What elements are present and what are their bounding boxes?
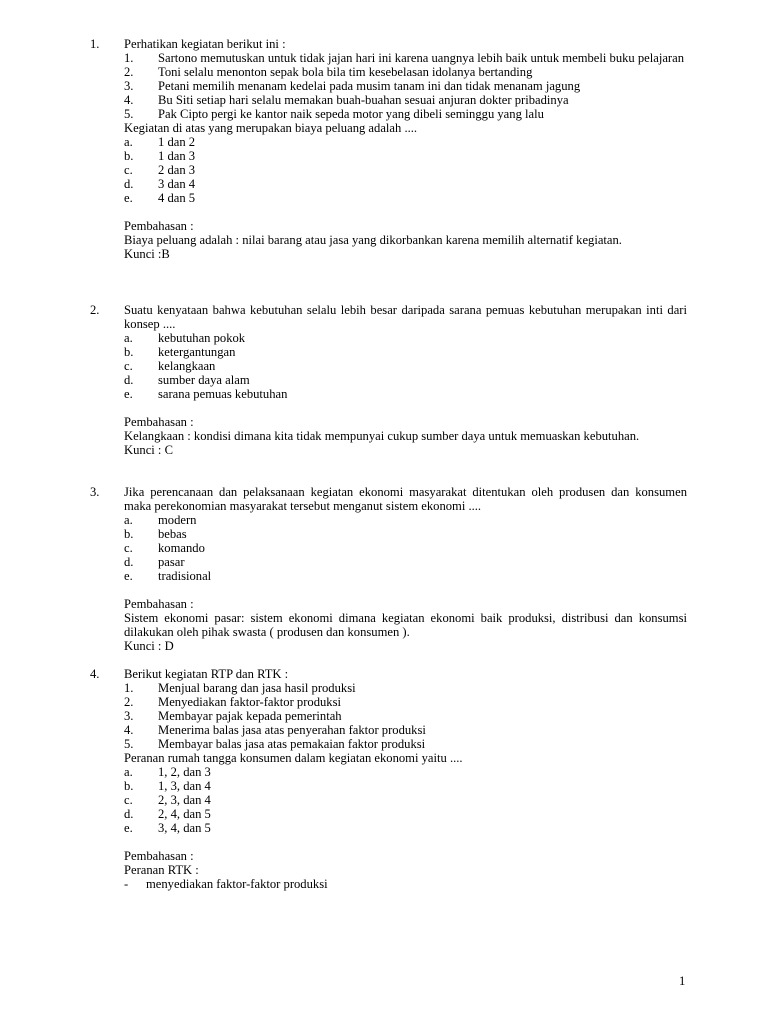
option-text: ketergantungan bbox=[158, 345, 236, 359]
option-label: e. bbox=[124, 569, 133, 583]
statement-text: Membayar balas jasa atas pemakaian faktor produksi bbox=[158, 737, 426, 751]
option-text: 1 dan 2 bbox=[158, 135, 196, 149]
option-text: komando bbox=[158, 541, 205, 555]
question-number: 3. bbox=[90, 485, 100, 499]
statement-text: Menerima balas jasa atas penyerahan faktor produksi bbox=[158, 723, 426, 737]
option-item bbox=[124, 135, 687, 149]
answer-key: Kunci :B bbox=[124, 247, 170, 261]
option-label: d. bbox=[124, 373, 134, 387]
statement-label: 4. bbox=[124, 93, 134, 107]
option-text: 4 dan 5 bbox=[158, 191, 196, 205]
option-item bbox=[124, 359, 687, 373]
discussion-heading: Pembahasan : bbox=[124, 597, 194, 611]
option-item bbox=[124, 149, 687, 163]
option-label: d. bbox=[124, 555, 134, 569]
statement-text: Membayar pajak kepada pemerintah bbox=[158, 709, 342, 723]
statement-item bbox=[124, 79, 687, 93]
statement-text: Menyediakan faktor-faktor produksi bbox=[158, 695, 341, 709]
statement-item bbox=[124, 51, 687, 65]
statement-text: Menjual barang dan jasa hasil produksi bbox=[158, 681, 356, 695]
option-text: tradisional bbox=[158, 569, 212, 583]
option-label: a. bbox=[124, 765, 133, 779]
statement-item bbox=[124, 709, 687, 723]
discussion-text: Biaya peluang adalah : nilai barang atau jasa yang dikorbankan karena memilih alternatif kegiatan. bbox=[124, 233, 622, 247]
statement-item bbox=[124, 737, 687, 751]
option-item bbox=[124, 191, 687, 205]
statement-item bbox=[124, 107, 687, 121]
option-text: 2, 4, dan 5 bbox=[158, 807, 211, 821]
discussion-heading: Pembahasan : bbox=[124, 219, 194, 233]
option-text: kelangkaan bbox=[158, 359, 216, 373]
option-label: b. bbox=[124, 779, 134, 793]
bullet-dash: - bbox=[124, 877, 129, 891]
option-text: 3 dan 4 bbox=[158, 177, 196, 191]
option-item bbox=[124, 765, 687, 779]
option-text: bebas bbox=[158, 527, 187, 541]
statement-label: 5. bbox=[124, 107, 134, 121]
option-text: sarana pemuas kebutuhan bbox=[158, 387, 288, 401]
question-intro: Berikut kegiatan RTP dan RTK : bbox=[124, 667, 289, 681]
option-item bbox=[124, 177, 687, 191]
question-number: 1. bbox=[90, 37, 100, 51]
option-label: e. bbox=[124, 821, 133, 835]
question-number: 2. bbox=[90, 303, 100, 317]
statement-label: 1. bbox=[124, 51, 134, 65]
statement-label: 4. bbox=[124, 723, 134, 737]
question-prompt: Peranan rumah tangga konsumen dalam kegiatan ekonomi yaitu .... bbox=[124, 751, 463, 765]
option-label: d. bbox=[124, 177, 134, 191]
option-label: b. bbox=[124, 149, 134, 163]
statement-label: 5. bbox=[124, 737, 134, 751]
discussion-heading: Pembahasan : bbox=[124, 415, 194, 429]
option-label: e. bbox=[124, 387, 133, 401]
answer-key: Kunci : D bbox=[124, 639, 174, 653]
option-item bbox=[124, 569, 687, 583]
option-item bbox=[124, 163, 687, 177]
question-intro: Perhatikan kegiatan berikut ini : bbox=[124, 37, 286, 51]
statement-item bbox=[124, 681, 687, 695]
discussion-heading: Pembahasan : bbox=[124, 849, 194, 863]
option-text: 1, 3, dan 4 bbox=[158, 779, 211, 793]
discussion-text: Kelangkaan : kondisi dimana kita tidak mempunyai cukup sumber daya untuk memuaskan kebutuhan. bbox=[124, 429, 640, 443]
statement-text: Toni selalu menonton sepak bola bila tim kesebelasan idolanya bertanding bbox=[158, 65, 533, 79]
option-text: kebutuhan pokok bbox=[158, 331, 246, 345]
option-text: 3, 4, dan 5 bbox=[158, 821, 211, 835]
discussion-text: Peranan RTK : bbox=[124, 863, 199, 877]
option-item bbox=[124, 793, 687, 807]
option-text: 2, 3, dan 4 bbox=[158, 793, 211, 807]
statement-item bbox=[124, 65, 687, 79]
option-item bbox=[124, 807, 687, 821]
option-item bbox=[124, 345, 687, 359]
option-item bbox=[124, 541, 687, 555]
option-item bbox=[124, 513, 687, 527]
option-label: c. bbox=[124, 541, 133, 555]
statement-item bbox=[124, 723, 687, 737]
statement-label: 2. bbox=[124, 65, 134, 79]
discussion-text: Sistem ekonomi pasar: sistem ekonomi dimana kegiatan ekonomi baik produksi, distribusi dan konsumsi dilakukan oleh pihak swasta ( produsen dan konsumen ). bbox=[124, 611, 687, 639]
statement-text: Sartono memutuskan untuk tidak jajan hari ini karena uangnya lebih baik untuk membeli buku pelajaran bbox=[158, 51, 684, 65]
discussion-list-item bbox=[124, 877, 687, 891]
option-item bbox=[124, 555, 687, 569]
option-label: b. bbox=[124, 527, 134, 541]
statement-text: Bu Siti setiap hari selalu memakan buah-buahan sesuai anjuran dokter pribadinya bbox=[158, 93, 569, 107]
option-label: b. bbox=[124, 345, 134, 359]
option-item bbox=[124, 779, 687, 793]
statement-label: 2. bbox=[124, 695, 134, 709]
question-prompt: Kegiatan di atas yang merupakan biaya peluang adalah .... bbox=[124, 121, 418, 135]
statement-text: Petani memilih menanam kedelai pada musim tanam ini dan tidak menanam jagung bbox=[158, 79, 581, 93]
option-item bbox=[124, 821, 687, 835]
option-text: modern bbox=[158, 513, 197, 527]
statement-text: Pak Cipto pergi ke kantor naik sepeda motor yang dibeli seminggu yang lalu bbox=[158, 107, 544, 121]
option-text: 2 dan 3 bbox=[158, 163, 196, 177]
answer-key: Kunci : C bbox=[124, 443, 173, 457]
option-label: d. bbox=[124, 807, 134, 821]
page-number: 1 bbox=[679, 974, 686, 988]
statement-item bbox=[124, 93, 687, 107]
statement-item bbox=[124, 695, 687, 709]
statement-label: 3. bbox=[124, 79, 134, 93]
option-item bbox=[124, 331, 687, 345]
option-item bbox=[124, 373, 687, 387]
option-item bbox=[124, 387, 687, 401]
statement-label: 1. bbox=[124, 681, 134, 695]
question-intro: Suatu kenyataan bahwa kebutuhan selalu lebih besar daripada sarana pemuas kebutuhan merupakan inti dari konsep .... bbox=[124, 303, 687, 331]
option-label: c. bbox=[124, 163, 133, 177]
option-label: c. bbox=[124, 793, 133, 807]
option-label: e. bbox=[124, 191, 133, 205]
discussion-list-text: menyediakan faktor-faktor produksi bbox=[146, 877, 328, 891]
option-label: c. bbox=[124, 359, 133, 373]
option-text: 1, 2, dan 3 bbox=[158, 765, 211, 779]
option-item bbox=[124, 527, 687, 541]
option-text: 1 dan 3 bbox=[158, 149, 196, 163]
option-label: a. bbox=[124, 135, 133, 149]
option-text: sumber daya alam bbox=[158, 373, 250, 387]
question-intro: Jika perencanaan dan pelaksanaan kegiatan ekonomi masyarakat ditentukan oleh produsen dan konsumen maka perekonomian masyarakat tersebut menganut sistem ekonomi .... bbox=[124, 485, 687, 513]
option-text: pasar bbox=[158, 555, 185, 569]
option-label: a. bbox=[124, 331, 133, 345]
question-number: 4. bbox=[90, 667, 100, 681]
statement-label: 3. bbox=[124, 709, 134, 723]
option-label: a. bbox=[124, 513, 133, 527]
